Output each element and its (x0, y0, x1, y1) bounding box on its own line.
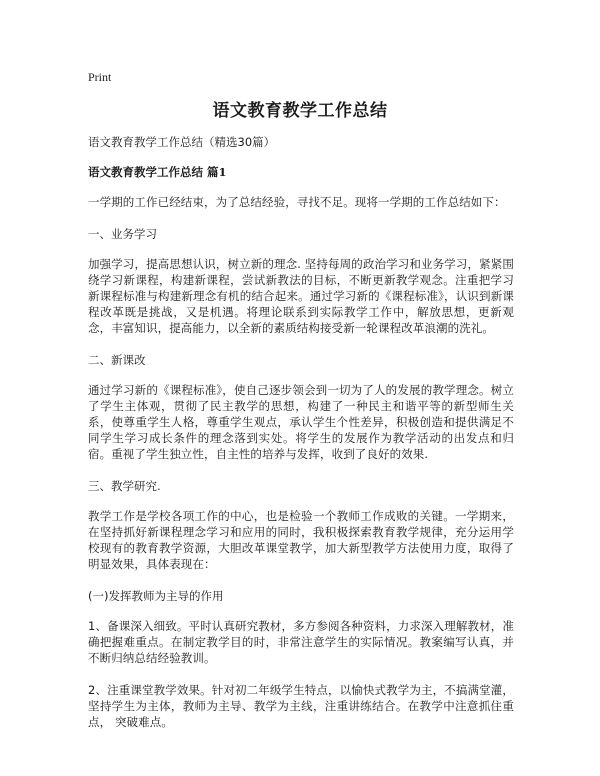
paragraph-teaching-research: 教学工作是学校各项工作的中心，也是检验一个教师工作成败的关键。一学期来，在坚持抓好新课程理念学习和应用的同时，我积极探索教育教学规律，充分运用学校现有的教育教学资源，大胆改革课堂教学，加大新型教学方法使用力度，取得了明显效果，具体表现在： (88, 509, 514, 571)
subsection-heading-teacher-role: (一)发挥教师为主导的作用 (88, 589, 224, 603)
paragraph-lesson-preparation: 1、备课深入细致。平时认真研究教材，多方参阅各种资料，力求深入理解教材，准确把握难重点。在制定教学目的时，非常注意学生的实际情况。教案编写认真，并不断归纳总结经验教训。 (88, 619, 514, 665)
article-heading: 语文教育教学工作总结 篇1 (88, 165, 227, 179)
paragraph-business-study: 加强学习，提高思想认识，树立新的理念. 坚持每周的政治学习和业务学习，紧紧围绕学习新课程，构建新课程，尝试新教法的目标，不断更新教学观念。注重把学习新课程标准与构建新理念有机的结合起来。通过学习新的《课程标准》，认识到新课程改革既是挑战，又是机遇。将理论联系到实际教学工作中，解放思想，更新观念，丰富知识，提高能力，以全新的素质结构接受新一轮课程改革浪潮的洗礼。 (88, 257, 514, 335)
document-title: 语文教育教学工作总结 (212, 101, 388, 121)
document-body (88, 134, 514, 746)
section-heading-new-curriculum: 二、新课改 (88, 353, 146, 367)
section-heading-teaching-research: 三、教学研究. (88, 479, 161, 493)
paragraph-classroom-effect: 2、注重课堂教学效果。针对初二年级学生特点，以愉快式教学为主，不搞满堂灌，坚持学生为主体，教师为主导、教学为主线，注重讲练结合。在教学中注意抓住重点， 突破难点。 (88, 683, 514, 729)
paragraph-new-curriculum: 通过学习新的《课程标准》，使自己逐步领会到一切为了人的发展的教学理念。树立了学生主体观，贯彻了民主教学的思想，构建了一种民主和谐平等的新型师生关系，使尊重学生人格，尊重学生观点，承认学生个性差异，积极创造和提供满足不同学生学习成长条件的理念落到实处。将学生的发展作为教学活动的出发点和归宿。重视了学生独立性，自主性的培养与发挥，收到了良好的效果. (88, 383, 514, 461)
section-heading-business-study: 一、业务学习 (88, 227, 157, 241)
print-link[interactable]: Print (88, 70, 112, 84)
intro-paragraph: 一学期的工作已经结束，为了总结经验，寻找不足。现将一学期的工作总结如下： (88, 195, 506, 209)
document-subtitle: 语文教育教学工作总结（精选30篇） (88, 135, 276, 149)
